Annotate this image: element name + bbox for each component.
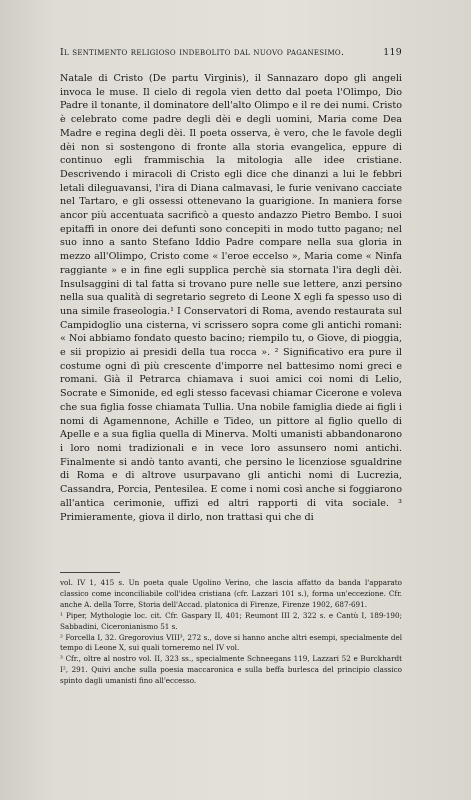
body-paragraph: Natale di Cristo (De partu Virginis), il Sannazaro dopo gli angeli invoca le muse. Il cielo di regola vien detto dal poeta l'Olimpo, Dio Padre il tonante, il dominatore dell'alto Olimpo e il re dei numi. Cristo è celebrato come padre degli dèi e degli uomini, Maria come Dea Madre e regina degli dèi. Il poeta osserva, è vero, che le favole degli dèi non si sostengono di fronte alla storia evangelica, eppure di continuo egli frammischia la mitologia alle idee cristiane. Descrivendo i miracoli di Cristo egli dice che dinanzi a lui le febbri letali dileguavansi, l'ira di Diana calmavasi, le furie venivano cacciate nel Tartaro, e gli ossessi ottenevano la guarigione. In maniera forse ancor più accentuata sacrificò a questo andazzo Pietro Bembo. I suoi epitaffi in onore dei defunti sono concepiti in modo tutto pagano; nel suo inno a santo Stefano Iddio Padre compare nella sua gloria in mezzo all'Olimpo, Cristo come « l'eroe eccelso », Maria come « Ninfa raggiante » e in fine egli supplica perchè sia stornata l'ira degli dèi. Insulsaggini di tal fatta si trovano pure nelle sue lettere, anzi persino nella sua qualità di segretario segreto di Leone X egli fa spesso uso di una simile fraseologia.¹ I Conservatori di Roma, avendo restaurata sul Campidoglio una cisterna, vi scrissero sopra come gli antichi romani: « Noi abbiamo fondato questo bacino; riempilo tu, o Giove, di pioggia, e sii propizio ai presidi della tua rocca ». ² Significativo era pure il costume ogni dì più crescente d'imporre nel battesimo nomi greci e romani. Già il Petrarca chiamava i suoi amici coi nomi di Lelio, Socrate e Simonide, ed egli stesso facevasi chiamar Cicerone e voleva che sua figlia fosse chiamata Tullia. Una nobile famiglia diede ai figli i nomi di Agamennone, Achille e Tideo, un pittore al figlio quello di Apelle e a sua figlia quella di Minerva. Molti umanisti abbandonarono i loro nomi tradizionali e in vece loro assunsero nomi antichi. Finalmente si andò tanto avanti, che persino le licenziose sgualdrine di Roma e di altrove usurpavano gli antichi nomi di Lucrezia, Cassandra, Porcia, Pentesilea. E come i nomi così anche si foggiarono all'antica cerimonie, uffizi ed altri rapporti di vita sociale. ³ Primieramente, giova il dirlo, non trattasi qui che di	[60, 73, 403, 523]
body-text	[60, 72, 402, 524]
footnote-1: ¹ Piper, Mythologie loc. cit. Cfr. Gaspary II, 401; Reumont III 2, 322 s. e Cantù I, 189-190; Sabbadini, Ciceronianismo 51 s.	[60, 610, 402, 631]
running-title: Il sentimento religioso indebolito dal nuovo paganesimo.	[60, 47, 345, 58]
footnote-2: ² Forcella I, 32. Gregorovius VIII³, 272 s., dove si hanno anche altri esempi, specialmente del tempo di Leone X, sui quali torneremo nel IV vol.	[60, 632, 402, 653]
footnote-rule	[60, 572, 120, 573]
running-header	[60, 47, 402, 58]
footnotes	[60, 578, 402, 687]
footnote-3: ³ Cfr., oltre al nostro vol. II, 323 ss., specialmente Schneegans 119, Lazzari 52 e Burckhardt I², 291. Quivi anche sulla poesia maccaronica e sulla beffa burlesca del principio classico spinto dagli umanisti fino all'eccesso.	[60, 654, 402, 686]
page-number: 119	[383, 47, 402, 58]
footnote-continued: vol. IV 1, 415 s. Un poeta quale Ugolino Verino, che lascia affatto da banda l'apparato classico come inconciliabile coll'idea cristiana (cfr. Lazzari 101 s.), forma un'eccezione. Cfr. anche A. della Torre, Storia dell'Accad. platonica di Firenze, Firenze 1902, 687-691.	[60, 578, 402, 609]
